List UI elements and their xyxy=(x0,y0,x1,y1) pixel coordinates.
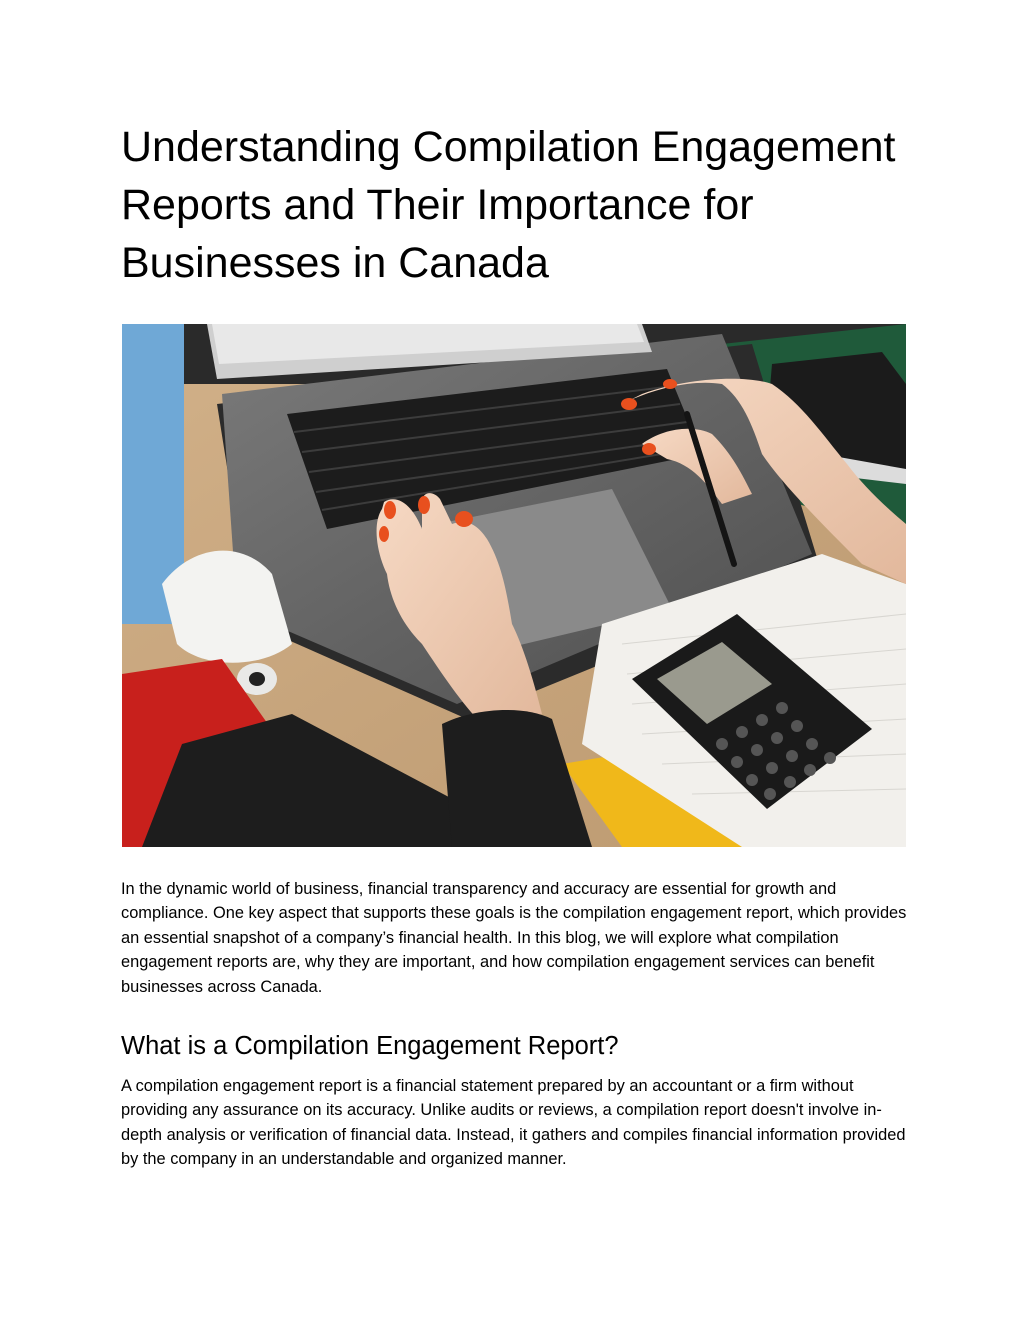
article-title: Understanding Compilation Engagement Reports and Their Importance for Businesses in Canada xyxy=(121,123,896,287)
section-heading: What is a Compilation Engagement Report? xyxy=(121,1032,619,1060)
hero-image xyxy=(122,324,906,847)
section-body: A compilation engagement report is a financial statement prepared by an accountant or a firm without providing any assurance on its accuracy. Unlike audits or reviews, a compilation report doesn't involve in-depth analysis or verification of financial data. Instead, it gathers and compiles financial information provided by the company in an understandable and organized manner. xyxy=(121,1077,906,1169)
intro-paragraph: In the dynamic world of business, financial transparency and accuracy are essential for growth and compliance. One key aspect that supports these goals is the compilation engagement report, which provides an essential snapshot of a company’s financial health. In this blog, we will explore what compilation engagement reports are, why they are important, and how compilation engagement services can benefit businesses across Canada. xyxy=(121,880,907,996)
